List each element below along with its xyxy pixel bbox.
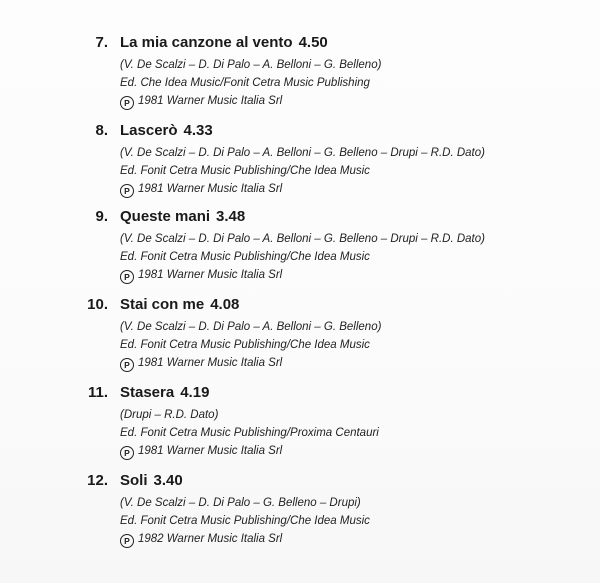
copyright-text: 1981 Warner Music Italia Srl xyxy=(138,445,283,457)
track-authors: (V. De Scalzi – D. Di Palo – A. Belloni – G. Belleno – Drupi – R.D. Dato) xyxy=(120,233,485,245)
track-duration: 3.40 xyxy=(153,472,183,489)
phonogram-icon: P xyxy=(120,270,134,284)
track-publisher: Ed. Fonit Cetra Music Publishing/Che Idea Music xyxy=(120,339,370,351)
track-publisher: Ed. Fonit Cetra Music Publishing/Proxima Centauri xyxy=(120,427,379,439)
track-publisher: Ed. Fonit Cetra Music Publishing/Che Idea Music xyxy=(120,251,370,263)
track-copyright xyxy=(120,93,282,110)
track-authors: (V. De Scalzi – D. Di Palo – A. Belloni – G. Belleno – Drupi – R.D. Dato) xyxy=(120,147,485,159)
track-title xyxy=(120,382,209,404)
track-number: 9. xyxy=(95,208,108,225)
track-duration: 4.50 xyxy=(298,34,328,51)
track-authors: (V. De Scalzi – D. Di Palo – A. Belloni – G. Belleno) xyxy=(120,59,382,71)
track-number: 12. xyxy=(87,472,108,489)
copyright-text: 1981 Warner Music Italia Srl xyxy=(138,95,283,107)
phonogram-icon: P xyxy=(120,446,134,460)
track-title-text: Lascerò xyxy=(120,122,178,139)
track-title-text: La mia canzone al vento xyxy=(120,34,293,51)
track-number: 8. xyxy=(95,122,108,139)
track-copyright xyxy=(120,355,282,372)
phonogram-icon: P xyxy=(120,358,134,372)
track-authors: (V. De Scalzi – D. Di Palo – A. Belloni – G. Belleno) xyxy=(120,321,382,333)
track-heading xyxy=(0,382,600,406)
track-copyright xyxy=(120,267,282,284)
track-heading xyxy=(0,470,600,494)
track-publisher: Ed. Che Idea Music/Fonit Cetra Music Publishing xyxy=(120,77,370,89)
track-title xyxy=(120,32,328,54)
track-title xyxy=(120,120,213,142)
copyright-text: 1982 Warner Music Italia Srl xyxy=(138,533,283,545)
track-duration: 4.19 xyxy=(180,384,210,401)
track-authors: (Drupi – R.D. Dato) xyxy=(120,409,219,421)
copyright-text: 1981 Warner Music Italia Srl xyxy=(138,269,283,281)
track-duration: 4.33 xyxy=(183,122,213,139)
track-duration: 4.08 xyxy=(210,296,240,313)
track-copyright xyxy=(120,181,282,198)
track-title xyxy=(120,206,245,228)
track-duration: 3.48 xyxy=(216,208,246,225)
track-title-text: Stasera xyxy=(120,384,175,401)
track-copyright xyxy=(120,531,282,548)
copyright-text: 1981 Warner Music Italia Srl xyxy=(138,357,283,369)
track-publisher: Ed. Fonit Cetra Music Publishing/Che Idea Music xyxy=(120,165,370,177)
track-copyright xyxy=(120,443,282,460)
copyright-text: 1981 Warner Music Italia Srl xyxy=(138,183,283,195)
track-title-text: Soli xyxy=(120,472,148,489)
track-heading xyxy=(0,294,600,318)
track-heading xyxy=(0,120,600,144)
track-title xyxy=(120,294,239,316)
track-title xyxy=(120,470,183,492)
track-number: 7. xyxy=(95,34,108,51)
phonogram-icon: P xyxy=(120,184,134,198)
track-heading xyxy=(0,32,600,56)
track-number: 11. xyxy=(87,384,108,401)
track-title-text: Queste mani xyxy=(120,208,211,225)
track-publisher: Ed. Fonit Cetra Music Publishing/Che Idea Music xyxy=(120,515,370,527)
phonogram-icon: P xyxy=(120,534,134,548)
track-number: 10. xyxy=(87,296,108,313)
track-heading xyxy=(0,206,600,230)
track-title-text: Stai con me xyxy=(120,296,205,313)
track-authors: (V. De Scalzi – D. Di Palo – G. Belleno – Drupi) xyxy=(120,497,361,509)
phonogram-icon: P xyxy=(120,96,134,110)
